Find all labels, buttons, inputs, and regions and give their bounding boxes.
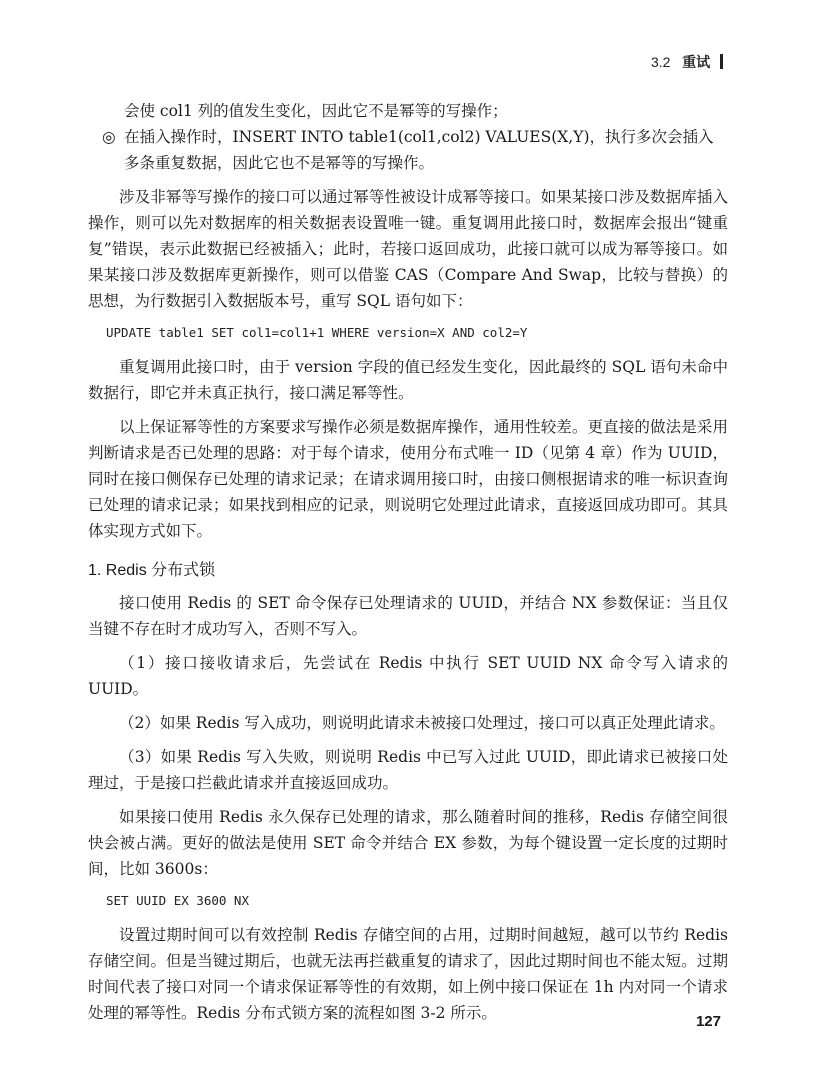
paragraph: 设置过期时间可以有效控制 Redis 存储空间的占用，过期时间越短，越可以节约 Redis 存储空间。但是当键过期后，也就无法再拦截重复的请求了，因此过期时间也不能太短。过期时间代表了接口对同一个请求保证幂等性的有效期，如上例中接口保证在 1h 内对同一个请求处理的幂等性。Redis 分布式锁方案的流程如图 3-2 所示。 xyxy=(88,926,728,1022)
bullet-continuation: 会使 col1 列的值发生变化，因此它不是幂等的写操作； xyxy=(124,102,508,120)
paragraph: 以上保证幂等性的方案要求写操作必须是数据库操作，通用性较差。更直接的做法是采用判断请求是否已处理的思路：对于每个请求，使用分布式唯一 ID（见第 4 章）作为 UUID，同时在接口侧保存已处理的请求记录；在请求调用接口时，由接口侧根据请求的唯一标识查询已处理的请求记录；如果找到相应的记录，则说明它处理过此请求，直接返回成功即可。其具体实现方式如下。 xyxy=(88,418,728,540)
section-number: 3.2 xyxy=(650,54,671,70)
step-item: （2）如果 Redis 写入成功，则说明此请求未被接口处理过，接口可以真正处理此请求。 xyxy=(119,714,725,732)
step-item: （1）接口接收请求后，先尝试在 Redis 中执行 SET UUID NX 命令写入请求的 UUID。 xyxy=(88,654,728,698)
section-heading: 1. Redis 分布式锁 xyxy=(88,562,216,579)
code-line: SET UUID EX 3600 NX xyxy=(106,893,249,908)
paragraph: 接口使用 Redis 的 SET 命令保存已处理请求的 UUID，并结合 NX 参数保证：当且仅当键不存在时才成功写入，否则不写入。 xyxy=(88,594,728,638)
page-number: 127 xyxy=(695,1013,721,1030)
paragraph: 涉及非幂等写操作的接口可以通过幂等性被设计成幂等接口。如果某接口涉及数据库插入操作，则可以先对数据库的相关数据表设置唯一键。重复调用此接口时，数据库会报出“键重复”错误，表示此数据已经被插入；此时，若接口返回成功，此接口就可以成为幂等接口。如果某接口涉及数据库更新操作，则可以借鉴 CAS（Compare And Swap，比较与替换）的思想，为行数据引入数据版本号，重写 SQL 语句如下： xyxy=(88,188,728,310)
bullet-item xyxy=(88,124,728,176)
page-body xyxy=(88,98,728,1034)
bullet-text: 在插入操作时，INSERT INTO table1(col1,col2) VALUES(X,Y)，执行多次会插入多条重复数据，因此它也不是幂等的写操作。 xyxy=(124,128,714,172)
running-header xyxy=(651,52,723,72)
paragraph: 如果接口使用 Redis 永久保存已处理的请求，那么随着时间的推移，Redis 存储空间很快会被占满。更好的做法是使用 SET 命令并结合 EX 参数，为每个键设置一定长度的过期时间，比如 3600s： xyxy=(88,808,728,878)
header-bar xyxy=(720,54,723,69)
bullet-circle-icon: ◎ xyxy=(102,128,116,146)
code-line: UPDATE table1 SET col1=col1+1 WHERE version=X AND col2=Y xyxy=(106,325,528,340)
step-item: （3）如果 Redis 写入失败，则说明 Redis 中已写入过此 UUID，即此请求已被接口处理过，于是接口拦截此请求并直接返回成功。 xyxy=(88,748,728,792)
paragraph: 重复调用此接口时，由于 version 字段的值已经发生变化，因此最终的 SQL 语句未命中数据行，即它并未真正执行，接口满足幂等性。 xyxy=(88,358,728,402)
section-title: 重试 xyxy=(682,54,711,70)
